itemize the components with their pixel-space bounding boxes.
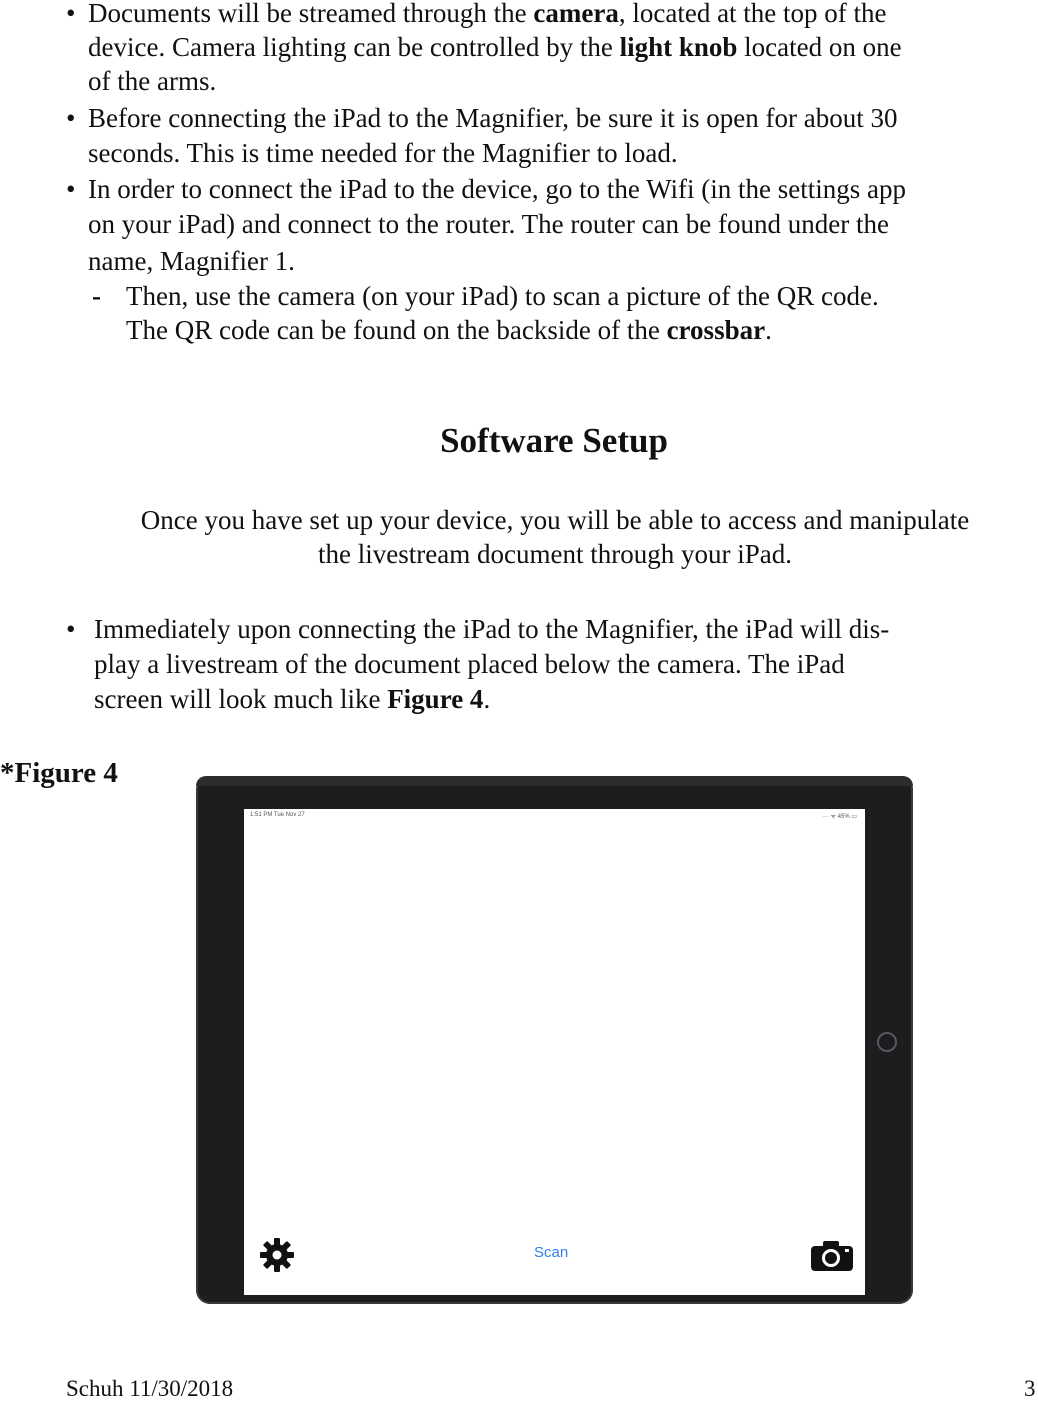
text-segment: on your iPad) and connect to the router. The router can be found under the [88,209,889,239]
text-segment: located on one [737,32,902,62]
bullet-1-line-2 [88,30,902,64]
bold-term: crossbar [666,315,766,345]
text-segment: The QR code can be found on the backside of the [126,315,667,345]
footer-author-date: Schuh 11/30/2018 [66,1376,234,1401]
bullet-marker: • [66,614,76,644]
ipad-figure [196,776,913,1304]
ipad-top-edge [196,776,913,786]
bullet-4-line-2 [94,647,845,681]
bullet-1-line-1 [88,0,887,30]
text-segment: of the arms. [88,66,217,96]
home-button[interactable] [877,1032,897,1052]
text-segment: screen will look much like [94,684,388,714]
text-segment: Immediately upon connecting the iPad to the Magnifier, the iPad will dis- [94,614,890,644]
scan-button[interactable]: Scan [534,1244,569,1261]
intro-line-1: Once you have set up your device, you will be able to access and manipulate [140,505,970,535]
bullet-4-line-1 [94,612,889,646]
text-segment: , located at the top of the [618,0,887,28]
gear-icon[interactable] [257,1235,297,1275]
text-segment: Before connecting the iPad to the Magnifier, be sure it is open for about 30 [88,103,898,133]
text-segment: Documents will be streamed through the [88,0,534,28]
text-segment: play a livestream of the document placed below the camera. The iPad [94,649,845,679]
sub-bullet-marker: - [92,281,101,311]
bullet-3-line-1 [88,172,906,206]
bullet-4-line-3 [94,682,490,716]
bullet-marker: • [66,103,76,133]
intro-line-2: the livestream document through your iPad. [318,539,792,569]
text-segment: device. Camera lighting can be controlled by the [88,32,620,62]
page-number: 3 [1024,1376,1036,1401]
text-segment: . [483,684,491,714]
bullet-3-line-2 [88,207,889,241]
bold-term: Figure 4 [387,684,484,714]
bullet-2-line-2 [88,136,678,170]
bullet-marker: • [66,174,76,204]
text-segment: In order to connect the iPad to the device, go to the Wifi (in the settings app [88,174,906,204]
bullet-marker: • [66,0,76,28]
ipad-screen [244,809,865,1295]
bullet-3-line-3 [88,244,295,278]
camera-icon[interactable] [809,1239,855,1273]
sub-bullet-line-2 [126,313,772,347]
text-segment: . [765,315,772,345]
bold-term: camera [533,0,619,28]
sub-bullet-line-1 [126,279,879,313]
text-segment: name, Magnifier 1. [88,246,295,276]
section-heading: Software Setup [440,421,668,460]
bold-term: light knob [619,32,738,62]
bullet-1-line-3 [88,64,216,98]
status-bar-battery: ··· ᯤ 45% ▭ [822,814,857,820]
text-segment: seconds. This is time needed for the Magnifier to load. [88,138,678,168]
figure-label: *Figure 4 [0,757,118,789]
status-bar-time: 1:51 PM Tue Nov 27 [250,812,305,818]
bullet-2-line-1 [88,101,897,135]
text-segment: Then, use the camera (on your iPad) to scan a picture of the QR code. [126,281,879,311]
